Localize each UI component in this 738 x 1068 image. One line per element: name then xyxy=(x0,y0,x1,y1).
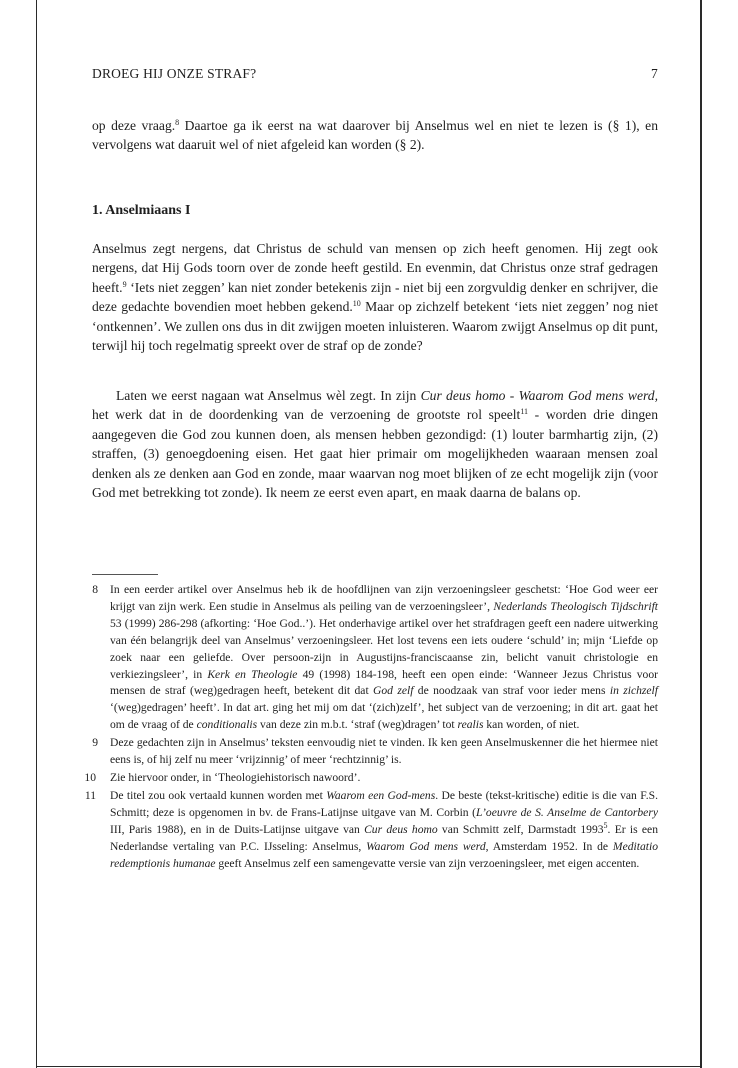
footnotes xyxy=(84,582,659,873)
fn11-text-7: geeft Anselmus zelf een samengevatte versie van zijn verzoeningsleer, met eigen accenten. xyxy=(215,856,640,870)
para2-text-2: het werk dat in de doordenking van de verzoening de grootste rol speelt xyxy=(92,407,521,423)
footnote-number: 10 xyxy=(84,770,96,784)
para2-text-3: - worden drie dingen aangegeven die God zou kunnen doen, als mensen hebben gezondigd: (1) louter barmhartig zijn, (2) straffen, (3) genoegdoening eisen. Het gaat hier primair om mogelijkheden waaraan mensen zoal denken als ze denken aan God en zonde, maar waarvan nog moet blijken of ze echt mogelijk zijn (voor God met betrekking tot zonde). Ik neem ze eerst even apart, en maak daarna de balans op. xyxy=(92,407,658,501)
fn8-journal-title: Nederlands Theologisch Tijdschrift xyxy=(493,599,659,613)
page-number: 7 xyxy=(651,66,658,81)
fn11-italic-1: Waarom een God-mens xyxy=(326,788,436,802)
fn11-text-6: , Amsterdam 1952. In de xyxy=(485,839,613,853)
fn11-text-2: . De beste (tekst-kritische) editie is die van F.S. Schmitt; deze is opgenomen in bv. de Frans-Latijnse uitgave van M. Corbin ( xyxy=(110,788,658,819)
footnote-11 xyxy=(84,788,658,873)
fn8-text-6: van deze zin m.b.t. ‘straf (weg)dragen’ tot xyxy=(257,718,458,732)
paragraph-1 xyxy=(92,239,658,355)
fn8-text-5: ‘(weg)gedragen’ heeft’. In dat art. ging het mij om dat ‘(zich)zelf’, het subject van de verzoening; in dit art. gaat het om de vraag of de xyxy=(110,701,658,732)
fn8-italic-4: in zichzelf xyxy=(609,684,658,698)
fn8-text: In een eerder artikel over Anselmus heb ik de hoofdlijnen van zijn verzoeningsleer geschetst: ‘Hoe God weer eer krijgt van zijn werk. Een studie in Anselmus als peiling van de verzoeningsleer’, xyxy=(110,583,658,613)
scan-edge-right xyxy=(700,0,702,1068)
footnote-ref-11[interactable]: 11 xyxy=(520,407,529,417)
fn9-text: Deze gedachten zijn in Anselmus’ teksten eenvoudig niet te vinden. Ik ken geen Anselmuskenner die het hiermee niet eens is, of hij zelf nu meer ‘vrijzinnig’ of meer ‘rechtzinnig’ is. xyxy=(110,736,658,767)
fn8-text-4: de noodzaak van straf voor ieder mens xyxy=(413,684,610,698)
intro-text: op deze vraag. xyxy=(92,118,176,133)
footnote-number: 11 xyxy=(84,788,96,802)
section-heading: 1. Anselmiaans I xyxy=(92,203,191,218)
fn11-italic-3: Cur deus homo xyxy=(364,822,438,836)
fn11-text: De titel zou ook vertaald kunnen worden met xyxy=(110,788,327,802)
footnote-ref-9[interactable]: 9 xyxy=(122,279,127,289)
fn11-text-5: . Er is een Nederlandse vertaling van P.C. IJsseling: Anselmus, xyxy=(110,822,658,853)
scan-edge-left xyxy=(36,0,37,1068)
running-title: DROEG HIJ ONZE STRAF? xyxy=(92,66,257,81)
footnote-ref-8[interactable]: 8 xyxy=(175,118,180,127)
fn8-text-7: kan worden, of niet. xyxy=(483,718,580,732)
scan-edge-bottom xyxy=(36,1066,700,1067)
fn10-text: Zie hiervoor onder, in ‘Theologiehistorisch nawoord’. xyxy=(110,770,361,784)
para1-text-3: Maar op zichzelf betekent ‘iets niet zeggen’ nog niet ‘ontkennen’. We zullen ons dus in dit zwijgen moeten inluisteren. Waarom zwijgt Anselmus op dit punt, terwijl hij toch regelmatig spreekt over de straf op de zonde? xyxy=(92,299,658,354)
footnote-8 xyxy=(92,582,658,734)
fn11-text-3: III, Paris 1988), en in de Duits-Latijnse uitgave van xyxy=(110,822,365,836)
fn11-text-4: van Schmitt zelf, Darmstadt 1993 xyxy=(437,822,604,836)
fn8-italic-6: realis xyxy=(457,718,484,732)
footnote-ref-10[interactable]: 10 xyxy=(352,299,361,309)
book-title-cur-deus-homo: Cur deus homo - Waarom God mens werd, xyxy=(420,388,659,403)
paragraph-2 xyxy=(92,386,658,502)
para2-text: Laten we eerst nagaan wat Anselmus wèl zegt. In zijn xyxy=(116,388,421,403)
footnote-10 xyxy=(84,770,658,787)
para1-text: Anselmus zegt nergens, dat Christus de schuld van mensen op zich heeft genomen. Hij zegt ook nergens, dat Hij Gods toorn over de zonde heeft gestild. En evenmin, dat Christus onze straf gedragen heeft. xyxy=(92,241,658,295)
footnote-number: 9 xyxy=(92,736,98,750)
fn8-text-3: 49 (1998) 184-198, heeft een open einde: ‘Wanneer Jezus Christus voor mensen de straf (weg)gedragen heeft, betekent dit dat xyxy=(110,667,658,698)
para1-text-2: ‘Iets niet zeggen’ kan niet zonder betekenis zijn - niet bij een zorgvuldig denker en schrijver, die deze gedachte bovendien moet hebben gekend. xyxy=(92,279,658,315)
intro-paragraph xyxy=(92,116,658,155)
footnote-9 xyxy=(92,735,658,769)
fn11-italic-2: L’oeuvre de S. Anselme de Cantorbery xyxy=(476,805,658,819)
intro-text-cont: Daartoe ga ik eerst na wat daarover bij Anselmus wel en niet te lezen is (§ 1), en vervolgens wat daaruit wel of niet afgeleid kan worden (§ 2). xyxy=(92,118,658,153)
fn8-text-2: 53 (1999) 286-298 (afkorting: ‘Hoe God..’). Het onderhavige artikel over het strafdragen geeft een nadere uitwerking van één belangrijk deel van Anselmus’ verzoeningsleer. Het lost tevens een iets oudere ‘schuld’ in; mijn ‘Liefde op zoek naar een geliefde. Over persoon-zijn in Augustijns-franciscaanse zin, belicht vanuit christologie en verkiezingsleer’, in xyxy=(110,616,658,681)
fn8-italic-3: God zelf xyxy=(373,684,414,698)
fn11-italic-5: Meditatio redemptionis humanae xyxy=(110,839,658,870)
fn8-journal-title-2: Kerk en Theologie xyxy=(207,667,298,681)
fn8-italic-5: conditionalis xyxy=(196,718,258,732)
footnote-separator xyxy=(92,574,158,575)
footnote-number: 8 xyxy=(92,583,98,596)
fn11-italic-4: Waarom God mens werd xyxy=(366,839,486,853)
edition-superscript: 5 xyxy=(603,820,608,830)
